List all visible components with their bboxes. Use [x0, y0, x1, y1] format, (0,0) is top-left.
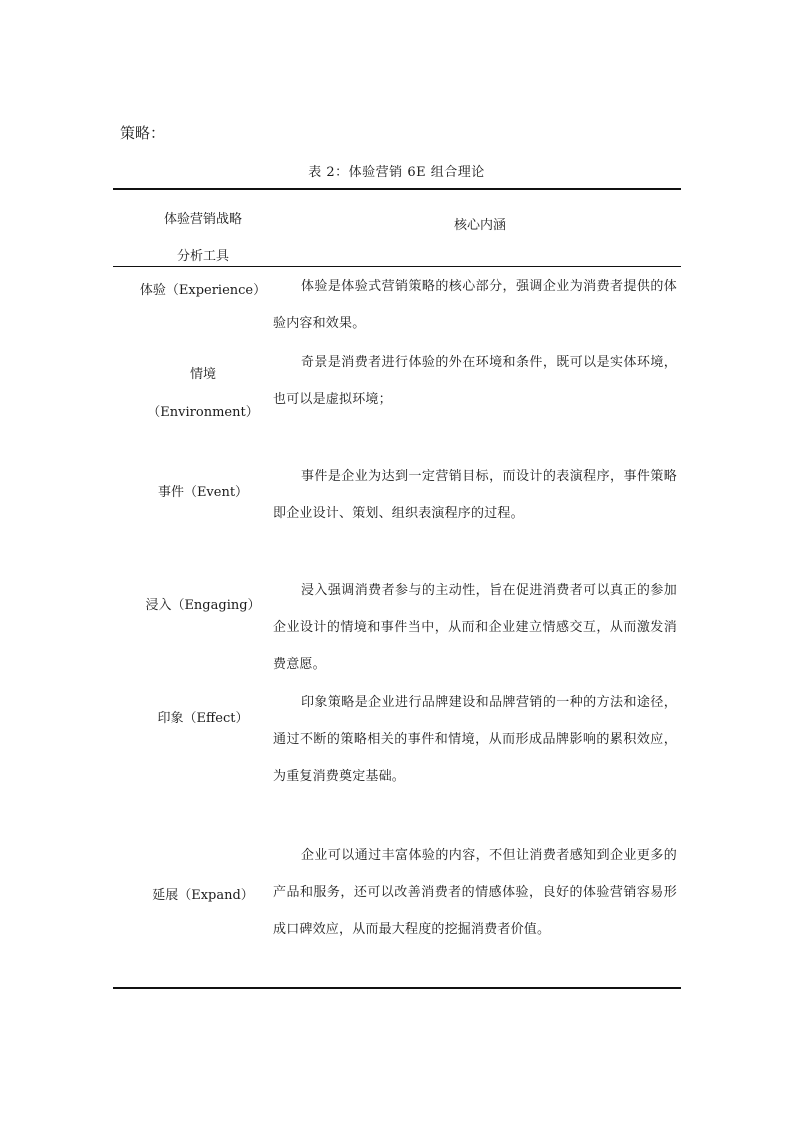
table-bottom-rule [113, 987, 681, 989]
table-caption: 表 2：体验营销 6E 组合理论 [308, 165, 485, 180]
term-experience: 体验（Experience） [139, 283, 267, 298]
term-engaging: 浸入（Engaging） [145, 598, 261, 613]
desc-environment: 奇景是消费者进行体验的外在环境和条件，既可以是实体环境，也可以是虚拟环境； [273, 355, 677, 407]
header-col1-line1: 体验营销战略 [163, 212, 242, 227]
term-environment-line1: 情境 [189, 367, 216, 382]
header-col-core-meaning: 核心内涵 [453, 218, 506, 233]
term-event: 事件（Event） [157, 485, 249, 500]
desc-engaging: 浸入强调消费者参与的主动性，旨在促进消费者可以真正的参加企业设计的情境和事件当中，从而和企业建立情感交互，从而激发消费意愿。 [273, 583, 677, 672]
desc-effect: 印象策略是企业进行品牌建设和品牌营销的一种的方法和途径，通过不断的策略相关的事件和情境，从而形成品牌影响的累积效应，为重复消费奠定基础。 [273, 695, 677, 784]
desc-event: 事件是企业为达到一定营销目标，而设计的表演程序，事件策略即企业设计、策划、组织表演程序的过程。 [273, 469, 677, 521]
term-effect: 印象（Effect） [157, 711, 249, 726]
section-heading: 策略： [120, 124, 166, 142]
term-environment [113, 356, 293, 432]
table-header-rule [113, 266, 681, 267]
desc-expand: 企业可以通过丰富体验的内容，不但让消费者感知到企业更多的产品和服务，还可以改善消费者的情感体验，良好的体验营销容易形成口碑效应，从而最大程度的挖掘消费者价值。 [273, 848, 677, 937]
desc-experience: 体验是体验式营销策略的核心部分，强调企业为消费者提供的体验内容和效果。 [273, 279, 677, 331]
header-col1-line2: 分析工具 [176, 249, 229, 264]
header-col-strategy-tool [113, 201, 293, 275]
table-top-rule [113, 188, 681, 190]
term-expand: 延展（Expand） [152, 888, 254, 903]
term-environment-line2: （Environment） [147, 405, 259, 420]
